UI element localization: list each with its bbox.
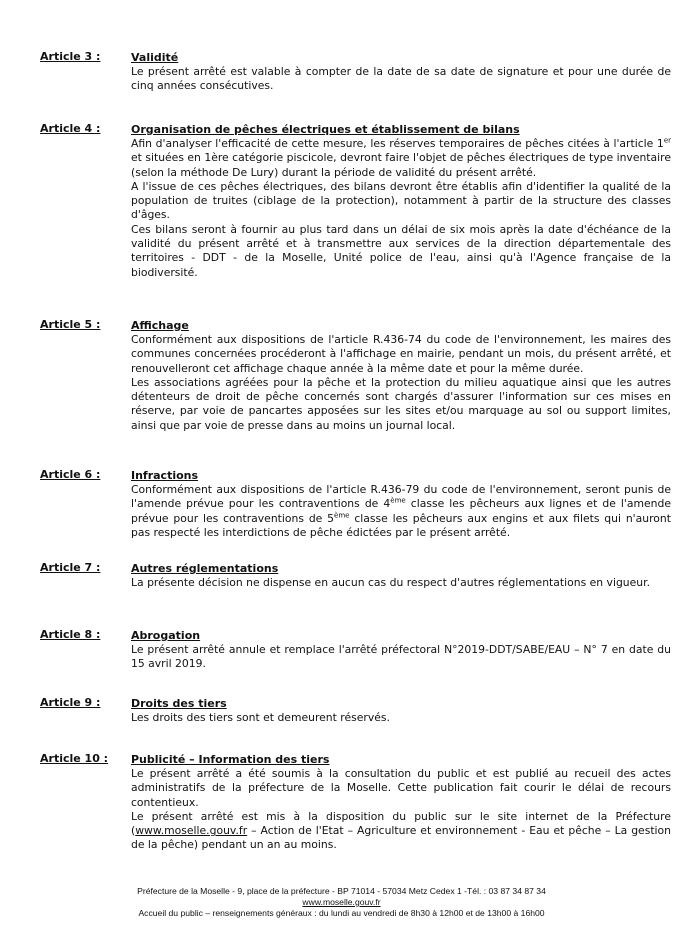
footer [0,886,683,919]
article-title: Autres réglementations [131,562,279,575]
article-label: Article 7 : [40,561,101,574]
prefecture-website-link[interactable]: www.moselle.gouv.fr [135,824,248,838]
article-paragraph: La présente décision ne dispense en aucun cas du respect d'autres réglementations en vigueur. [131,576,651,589]
article-title: Publicité – Information des tiers [131,753,330,766]
article-title: Infractions [131,469,199,482]
article-title: Affichage [131,319,189,332]
article-title: Abrogation [131,629,201,642]
article-label: Article 3 : [40,50,101,63]
article-paragraph: Le présent arrêté annule et remplace l'arrêté préfectoral N°2019-DDT/SABE/EAU – N° 7 en date du 15 avril 2019. [131,643,671,671]
article-title: Droits des tiers [131,697,227,710]
article-label: Article 4 : [40,122,101,135]
article-label: Article 10 : [40,752,109,765]
footer-website-link[interactable]: www.moselle.gouv.fr [302,897,381,907]
article-paragraph: Conformément aux dispositions de l'article R.436-79 du code de l'environnement, seront punis de l'amende prévue pour les contraventions de 4ème classe les pêcheurs aux lignes et de l'amende prévue pour les contraventions de 5ème classe les pêcheurs aux engins et aux filets qui n'auront pas respecté les interdictions de pêche édictées par le présent arrêté. [131,483,672,539]
article-label: Article 6 : [40,468,101,481]
article-paragraph: Le présent arrêté est mis à la disposition du public sur le site internet de la Préfecture (www.moselle.gouv.fr – Action de l'Etat – Agriculture et environnement - Eau et pêche – La gestion de la pêche) pendant un an au moins. [131,809,671,852]
article-label: Article 9 : [40,696,101,709]
article-paragraph: Le présent arrêté a été soumis à la consultation du public et est publié au recueil des actes administratifs de la préfecture de la Moselle. Cette publication fait courir le délai de recours contentieux. [131,767,671,809]
article-paragraph: Le présent arrêté est valable à compter de la date de sa date de signature et pour une durée de cinq années consécutives. [131,65,671,93]
article-paragraph: Conformément aux dispositions de l'article R.436-74 du code de l'environnement, les maires des communes concernées procéderont à l'affichage en mairie, pendant un mois, du présent arrêté, et renouvelleront cet affichage chaque année à la même date et pour la même durée. [131,333,671,375]
article-paragraph: Ces bilans seront à fournir au plus tard dans un délai de six mois après la date d'échéance de la validité du présent arrêté et à transmettre aux services de la direction départementale des territoires - DDT - de la Moselle, Unité police de l'eau, ainsi qu'à l'Agence française de la biodiversité. [131,222,671,279]
article-paragraph: Les droits des tiers sont et demeurent réservés. [131,711,390,724]
article-label: Article 8 : [40,628,101,641]
article-paragraph: Les associations agréées pour la pêche et la protection du milieu aquatique ainsi que les autres détenteurs de droit de pêche concernés sont chargés d'assurer l'information sur ces mises en réserve, par voie de pancartes apposées sur les sites et/ou marquage au sol ou support limites, ainsi que par voie de presse dans au moins un journal local. [131,375,671,432]
article-title: Validité [131,51,179,64]
article-paragraph: A l'issue de ces pêches électriques, des bilans devront être établis afin d'identifier la qualité de la population de truites (ciblage de la protection), notamment à partir de la structure des classes d'âges. [131,179,671,222]
footer-address: Préfecture de la Moselle - 9, place de la préfecture - BP 71014 - 57034 Metz Cedex 1 -Tél. : 03 87 34 87 34 [137,886,546,896]
article-title: Organisation de pêches électriques et établissement de bilans [131,123,520,136]
article-label: Article 5 : [40,318,101,331]
article-paragraph: Afin d'analyser l'efficacité de cette mesure, les réserves temporaires de pêches citées à l'article 1er et situées en 1ère catégorie piscicole, devront faire l'objet de pêches électriques de type inventaire (selon la méthode De Lury) durant la période de validité du présent arrêté. [131,136,671,179]
footer-opening-hours: Accueil du public – renseignements généraux : du lundi au vendredi de 8h30 à 12h00 et de 13h00 à 16h00 [138,908,545,918]
